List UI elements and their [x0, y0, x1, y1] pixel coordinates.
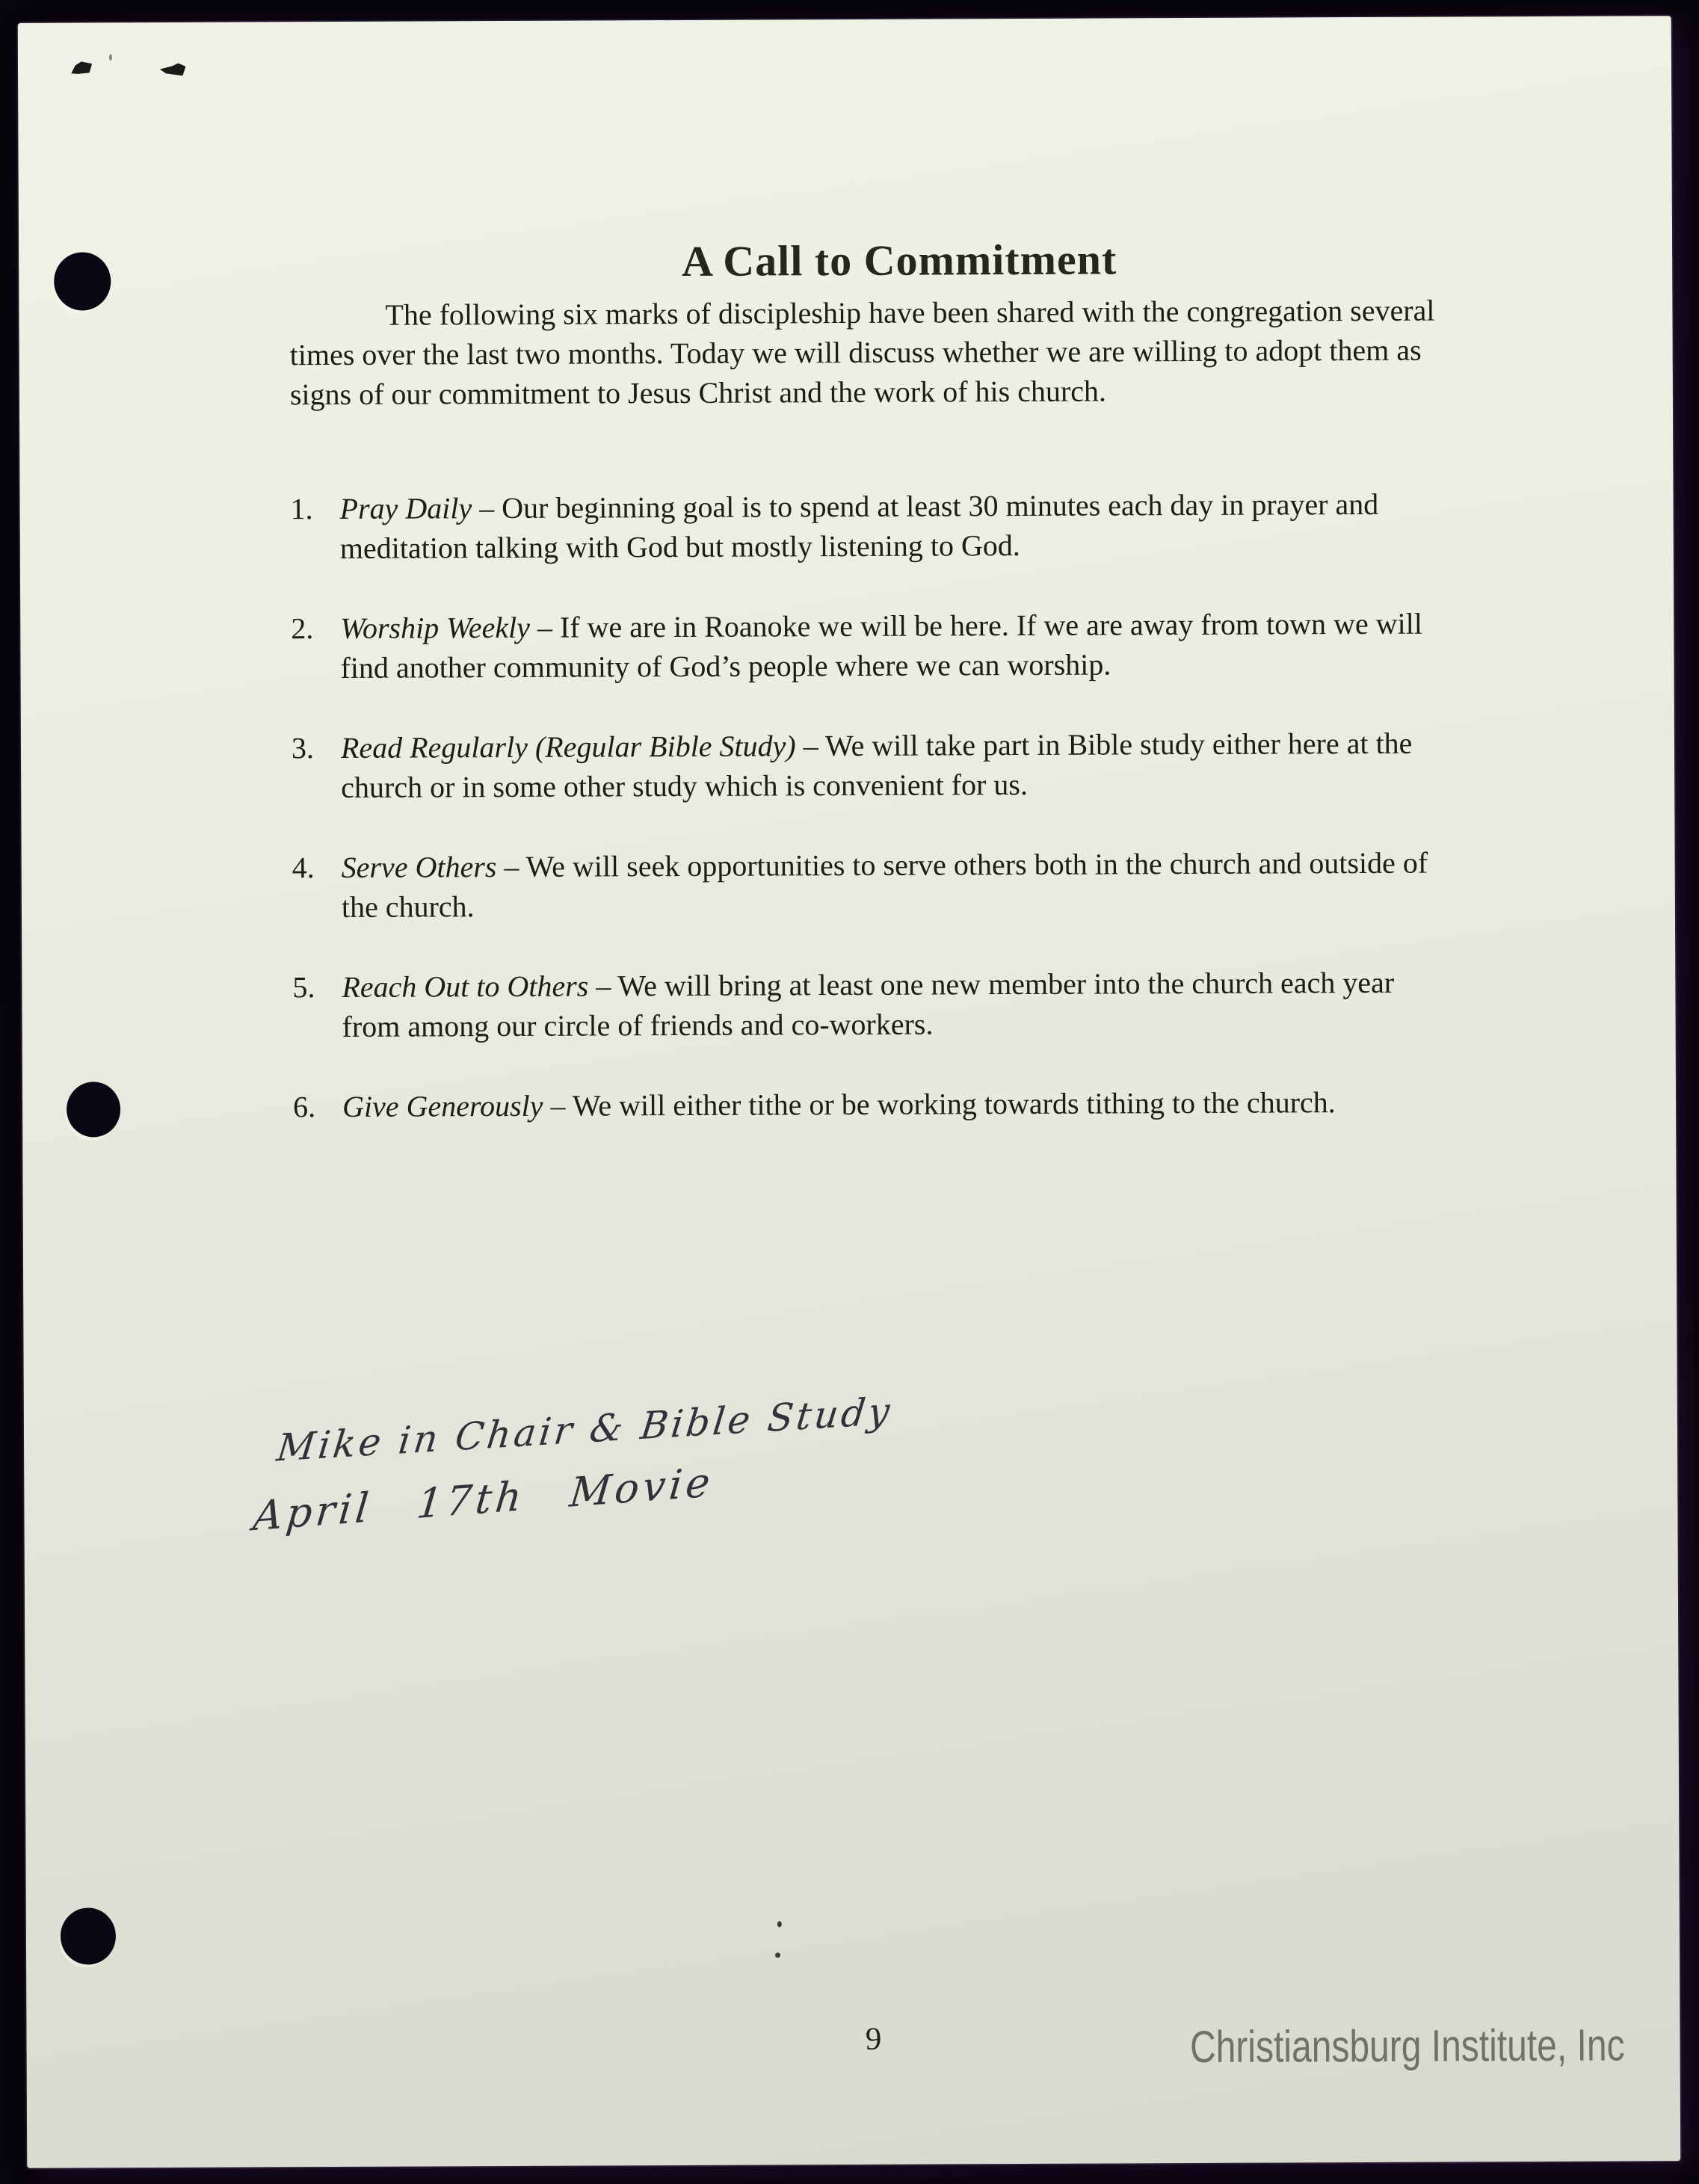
item-text: – We will either tithe or be working towards tithing to the church. — [550, 1085, 1336, 1123]
item-lead: Reach Out to Others — [342, 969, 589, 1004]
item-number: 4. — [292, 851, 315, 885]
item-lead: Worship Weekly — [340, 610, 531, 645]
item-text: – We will bring at least one new member into the church each year from among our circle of friends and co-workers. — [342, 965, 1395, 1043]
item-lead: Read Regularly (Regular Bible Study) — [340, 729, 796, 765]
pencil-mark — [70, 59, 94, 76]
item-text: – We will take part in Bible study either here at the church or in some other study which is convenient for us. — [341, 726, 1413, 804]
item-number: 2. — [291, 611, 314, 646]
intro-paragraph: The following six marks of discipleship have been shared with the congregation several times over the last two months. Today we will discuss whether we are willing to adopt them as signs of our commitment to Jesus Christ and the work of his church. — [289, 293, 1435, 412]
document-title: A Call to Commitment — [681, 235, 1117, 286]
list-item — [292, 842, 1458, 927]
item-lead: Give Generously — [342, 1088, 543, 1123]
item-number: 1. — [290, 492, 313, 526]
discipleship-list — [290, 484, 1459, 1126]
item-text: – If we are in Roanoke we will be here. If we are away from town we will find another community of God’s people where we can worship. — [340, 606, 1423, 685]
ink-speck — [777, 1921, 782, 1927]
watermark: Christiansburg Institute, Inc — [1189, 2020, 1625, 2073]
item-number: 3. — [291, 731, 315, 765]
list-item — [292, 723, 1458, 807]
list-item — [292, 962, 1458, 1046]
item-lead: Serve Others — [341, 850, 497, 884]
page-number: 9 — [865, 2021, 882, 2057]
list-item — [290, 484, 1456, 568]
item-lead: Pray Daily — [339, 491, 472, 525]
ink-speck — [775, 1952, 780, 1958]
item-number: 5. — [292, 970, 315, 1005]
pencil-mark — [159, 61, 185, 75]
handwritten-note-line-1: Mike in Chair & Bible Study — [274, 1389, 895, 1470]
scanned-page — [18, 16, 1681, 2168]
document-body — [289, 290, 1459, 1167]
item-number: 6. — [292, 1090, 316, 1124]
hole-punch-bottom — [61, 1907, 116, 1964]
handwritten-note-line-2: April 17th Movie — [251, 1457, 716, 1540]
hole-punch-middle — [67, 1082, 120, 1137]
pencil-dot — [109, 54, 112, 61]
hole-punch-top — [54, 252, 111, 310]
list-item — [293, 1082, 1459, 1126]
list-item — [291, 603, 1457, 688]
item-text: – We will seek opportunities to serve others both in the church and outside of the church. — [341, 845, 1428, 924]
item-text: – Our beginning goal is to spend at least 30 minutes each day in prayer and meditation talking with God but mostly listening to God. — [339, 487, 1379, 565]
